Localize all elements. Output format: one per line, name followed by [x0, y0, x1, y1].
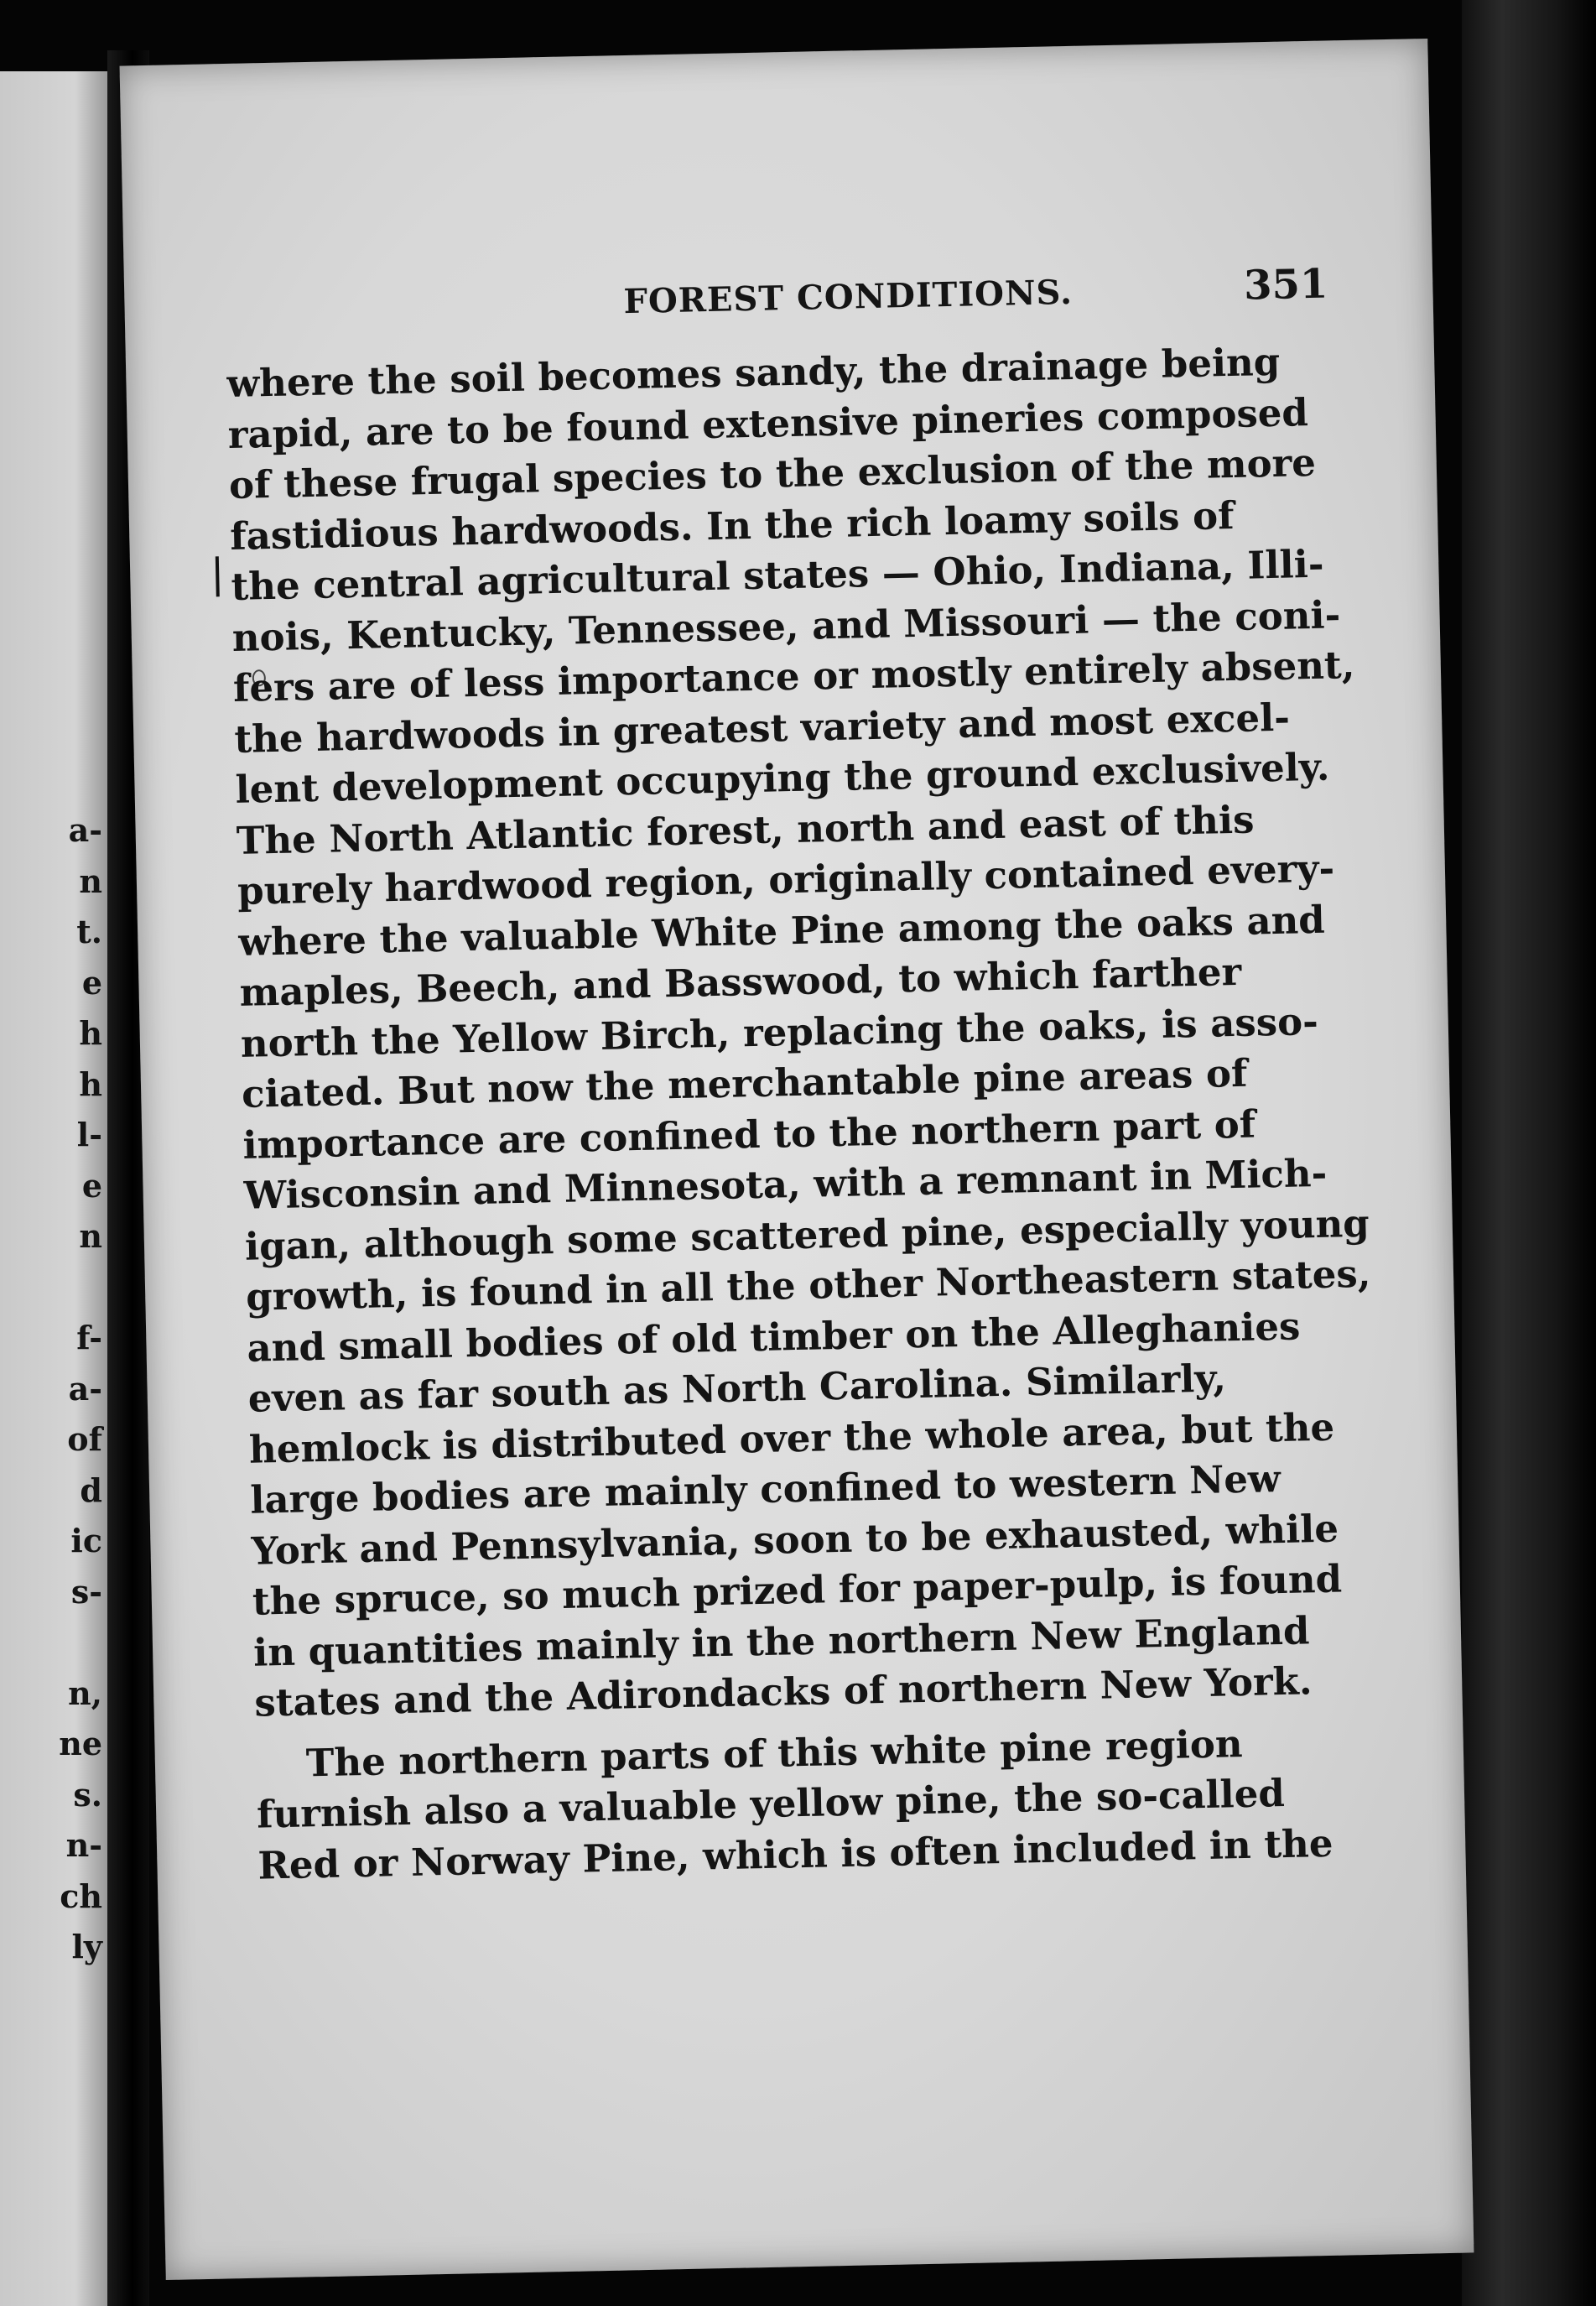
text-line: furnish also a valuable yellow pine, the so-called: [256, 1770, 1286, 1837]
left-page-fragment: n: [79, 1217, 102, 1255]
left-page-fragment: s.: [73, 1775, 102, 1814]
left-page-fragment: a-: [68, 811, 102, 849]
text-line: York and Pennsylvania, soon to be exhausted, while: [251, 1506, 1339, 1574]
right-edge-shadow: [1462, 0, 1596, 2306]
text-line: the central agricultural states — Ohio, Indiana, Illi-: [231, 541, 1324, 609]
text-line: north the Yellow Birch, replacing the oaks, is asso-: [240, 998, 1319, 1066]
text-line: states and the Adirondacks of northern New York.: [253, 1658, 1313, 1726]
left-page-fragment: s-: [70, 1572, 102, 1611]
left-page-fragment: d: [80, 1471, 102, 1509]
text-line: where the valuable White Pine among the oaks and: [237, 897, 1326, 965]
text-line: even as far south as North Carolina. Similarly,: [247, 1356, 1227, 1421]
running-head-title: FOREST CONDITIONS.: [623, 272, 1074, 322]
left-page-line-fragments: [59, 805, 102, 1973]
page-number: 351: [1243, 260, 1328, 310]
text-line: Red or Norway Pine, which is often included in the: [257, 1820, 1333, 1888]
text-line: where the soil becomes sandy, the drainage being: [226, 339, 1281, 407]
left-page-fragment: t.: [76, 913, 102, 950]
left-page-fragment: n-: [65, 1826, 102, 1864]
left-facing-page: [0, 71, 107, 2306]
text-line: ciated. But now the merchantable pine areas of: [241, 1050, 1248, 1117]
left-page-fragment: e: [81, 963, 102, 1002]
left-page-fragment: ch: [60, 1877, 102, 1915]
text-line: the spruce, so much prized for paper-pulp, is found: [252, 1556, 1343, 1624]
text-line: lent development occupying the ground exclusively.: [235, 744, 1330, 812]
left-page-fragment: n,: [68, 1674, 102, 1712]
left-page-fragment: ic: [70, 1522, 102, 1559]
text-line: large bodies are mainly confined to western New: [249, 1456, 1281, 1523]
left-page-fragment: n: [79, 861, 102, 900]
margin-pencil-mark: [216, 556, 220, 596]
text-line: igan, although some scattered pine, especially young: [244, 1200, 1370, 1269]
text-line: growth, is found in all the other Northeastern states,: [245, 1251, 1371, 1320]
left-page-fragment: h: [79, 1065, 102, 1103]
text-line: fastidious hardwoods. In the rich loamy soils of: [229, 492, 1235, 559]
left-page-fragment: of: [67, 1420, 102, 1458]
running-head: [481, 258, 1328, 334]
text-line: fers are of less importance or mostly entirely absent,: [232, 642, 1355, 711]
text-line: in quantities mainly in the northern New England: [252, 1607, 1310, 1675]
text-line: The North Atlantic forest, north and east of this: [236, 796, 1255, 863]
text-line: and small bodies of old timber on the Alleghanies: [247, 1303, 1301, 1371]
text-line: the hardwoods in greatest variety and most excel-: [233, 695, 1291, 762]
left-page-fragment: h: [79, 1014, 102, 1052]
left-page-fragment: [59, 1617, 102, 1668]
text-line: hemlock is distributed over the whole area, but the: [248, 1404, 1335, 1472]
text-line: purely hardwood region, originally contained every-: [237, 846, 1335, 914]
body-text: [226, 339, 1371, 1892]
text-line: nois, Kentucky, Tennessee, and Missouri — the coni-: [231, 591, 1341, 660]
left-page-fragment: ly: [71, 1928, 102, 1965]
left-page-fragment: f-: [76, 1319, 102, 1356]
text-line: of these frugal species to the exclusion of the more: [228, 440, 1317, 508]
text-line: The northern parts of this white pine region: [305, 1720, 1244, 1785]
left-page-fragment: l-: [76, 1116, 102, 1153]
book-page-351: [120, 39, 1474, 2280]
left-page-fragment: e: [81, 1166, 102, 1205]
text-line: maples, Beech, and Basswood, to which farther: [239, 949, 1242, 1015]
text-line: Wisconsin and Minnesota, with a remnant in Mich-: [243, 1150, 1328, 1218]
left-page-fragment: [59, 1262, 102, 1314]
text-line: importance are confined to the northern part of: [242, 1101, 1256, 1168]
left-page-fragment: a-: [68, 1369, 102, 1408]
left-page-fragment: ne: [59, 1725, 102, 1762]
text-line: rapid, are to be found extensive pineries composed: [227, 389, 1309, 457]
